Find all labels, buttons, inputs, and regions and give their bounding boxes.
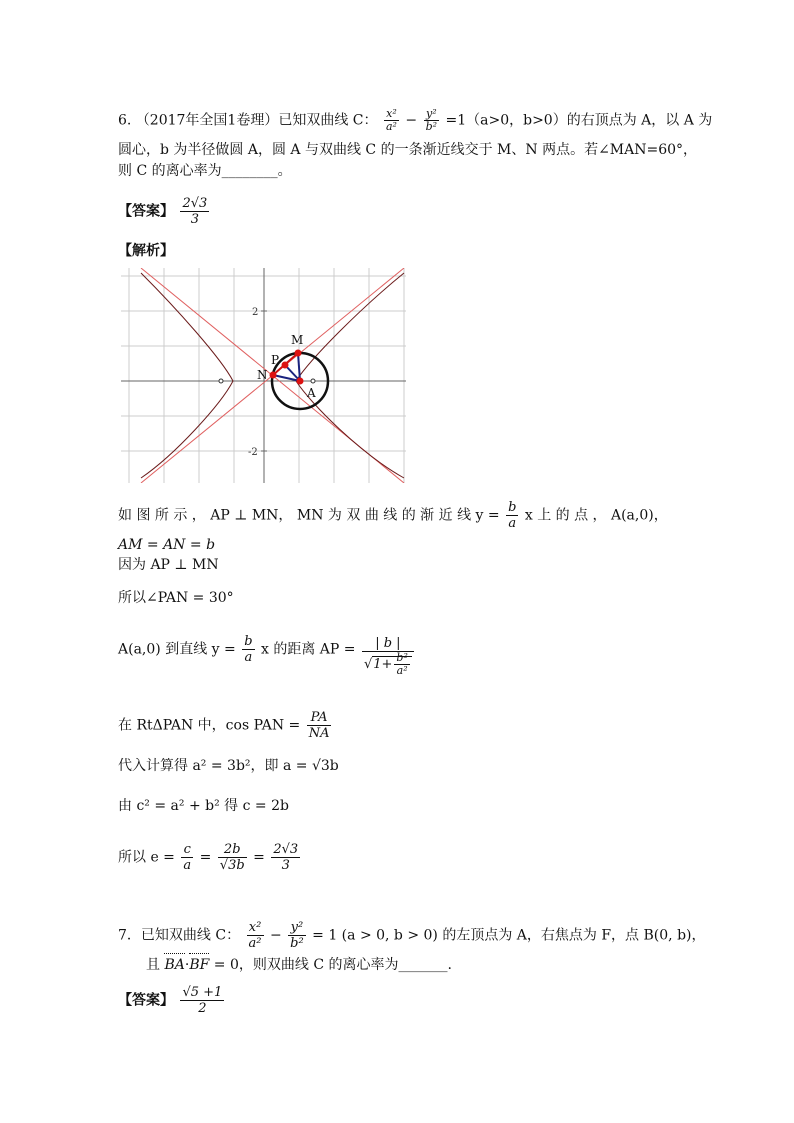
cos-fraction: $\frac{PA}{NA}$ bbox=[308, 710, 330, 741]
point-p bbox=[282, 362, 289, 369]
q7-eq-x-fraction: $\frac{\text{x²}}{\text{a²}}$ bbox=[248, 920, 262, 951]
q6-line-3: 则 C 的离心率为________。 bbox=[118, 163, 292, 179]
q6-answer: 【答案】 $\frac{2√3}{3}$ bbox=[118, 196, 208, 227]
solution-line-5: A(a,0) 到直线 y = $\frac{b}{a}$ x 的距离 AP = | b | √1+ $\frac{\text{b²}}{\text{a²}}$ bbox=[118, 634, 416, 677]
right-focus-point bbox=[311, 379, 315, 383]
q7-eq-y-fraction: $\frac{\text{y²}}{\text{b²}}$ bbox=[290, 920, 304, 951]
solution-line-7: 代入计算得 a² = 3b²，即 a = √3b bbox=[118, 758, 339, 774]
solution-line-1: 如 图 所 示 ， AP ⊥ MN， MN 为 双 曲 线 的 渐 近 线 y = $\frac{b}{a}$ x 上 的 点 ， A(a,0)， bbox=[118, 500, 668, 531]
q6-line-2: 圆心，b 为半径做圆 A，圆 A 与双曲线 C 的一条渐近线交于 M、N 两点。若∠MAN=60°， bbox=[118, 142, 698, 158]
solution-line-8: 由 c² = a² + b² 得 c = 2b bbox=[118, 798, 289, 814]
point-m bbox=[295, 350, 302, 357]
label-m: M bbox=[291, 333, 304, 347]
q6-eq-x-fraction: $\frac{\text{x²}}{\text{a²}}$ bbox=[385, 107, 397, 133]
solution-line-2: AM = AN = b bbox=[118, 537, 216, 553]
solution-line-4: 所以∠PAN = 30° bbox=[118, 590, 234, 606]
q7-answer-fraction: $\frac{√5 +1}{2}$ bbox=[182, 985, 223, 1016]
vector-bf: BF bbox=[189, 957, 210, 973]
left-focus-point bbox=[219, 379, 223, 383]
solution-line-3: 因为 AP ⊥ MN bbox=[118, 557, 219, 573]
slope-fraction: $\frac{b}{a}$ bbox=[508, 500, 517, 531]
q6-answer-fraction: $\frac{2√3}{3}$ bbox=[182, 196, 208, 227]
q7-answer: 【答案】 $\frac{√5 +1}{2}$ bbox=[118, 985, 223, 1016]
label-p: P bbox=[271, 353, 280, 367]
q6-line-1: 6. （2017年全国1卷理）已知双曲线 C： $\frac{\text{x²}}{\text{a²}}$ − $\frac{\text{y²}}{\text{b²}}$ =1（a>0，b>0）的右顶点为 A，以 A 为 bbox=[118, 107, 713, 133]
q6-eq-y-fraction: $\frac{\text{y²}}{\text{b²}}$ bbox=[425, 107, 438, 133]
label-n: N bbox=[257, 368, 268, 382]
q6-analysis-label: 【解析】 bbox=[118, 243, 174, 259]
line-slope-fraction: $\frac{b}{a}$ bbox=[244, 634, 253, 665]
q7-line-1: 7．已知双曲线 C： $\frac{\text{x²}}{\text{a²}}$ − $\frac{\text{y²}}{\text{b²}}$ = 1 (a > 0, b > 0) 的左顶点为 A，右焦点为 F，点 B(0, b)， bbox=[118, 920, 706, 951]
point-a bbox=[297, 378, 304, 385]
label-a: A bbox=[307, 386, 316, 400]
solution-line-6: 在 RtΔPAN 中，cos PAN = $\frac{PA}{NA}$ bbox=[118, 710, 330, 741]
q7-line-2: 且 BA·BF = 0，则双曲线 C 的离心率为_______. bbox=[146, 957, 452, 973]
hyperbola-figure bbox=[121, 268, 406, 483]
tick-label-neg2: -2 bbox=[248, 447, 258, 458]
vector-ba: BA bbox=[164, 957, 185, 973]
solution-line-9: 所以 e = $\frac{c}{a}$ = $\frac{2b}{√3b}$ = $\frac{2√3}{3}$ bbox=[118, 842, 299, 873]
distance-fraction: | b | √1+ $\frac{\text{b²}}{\text{a²}}$ bbox=[362, 636, 414, 677]
point-n bbox=[270, 372, 277, 379]
tick-label-2: 2 bbox=[252, 307, 259, 318]
